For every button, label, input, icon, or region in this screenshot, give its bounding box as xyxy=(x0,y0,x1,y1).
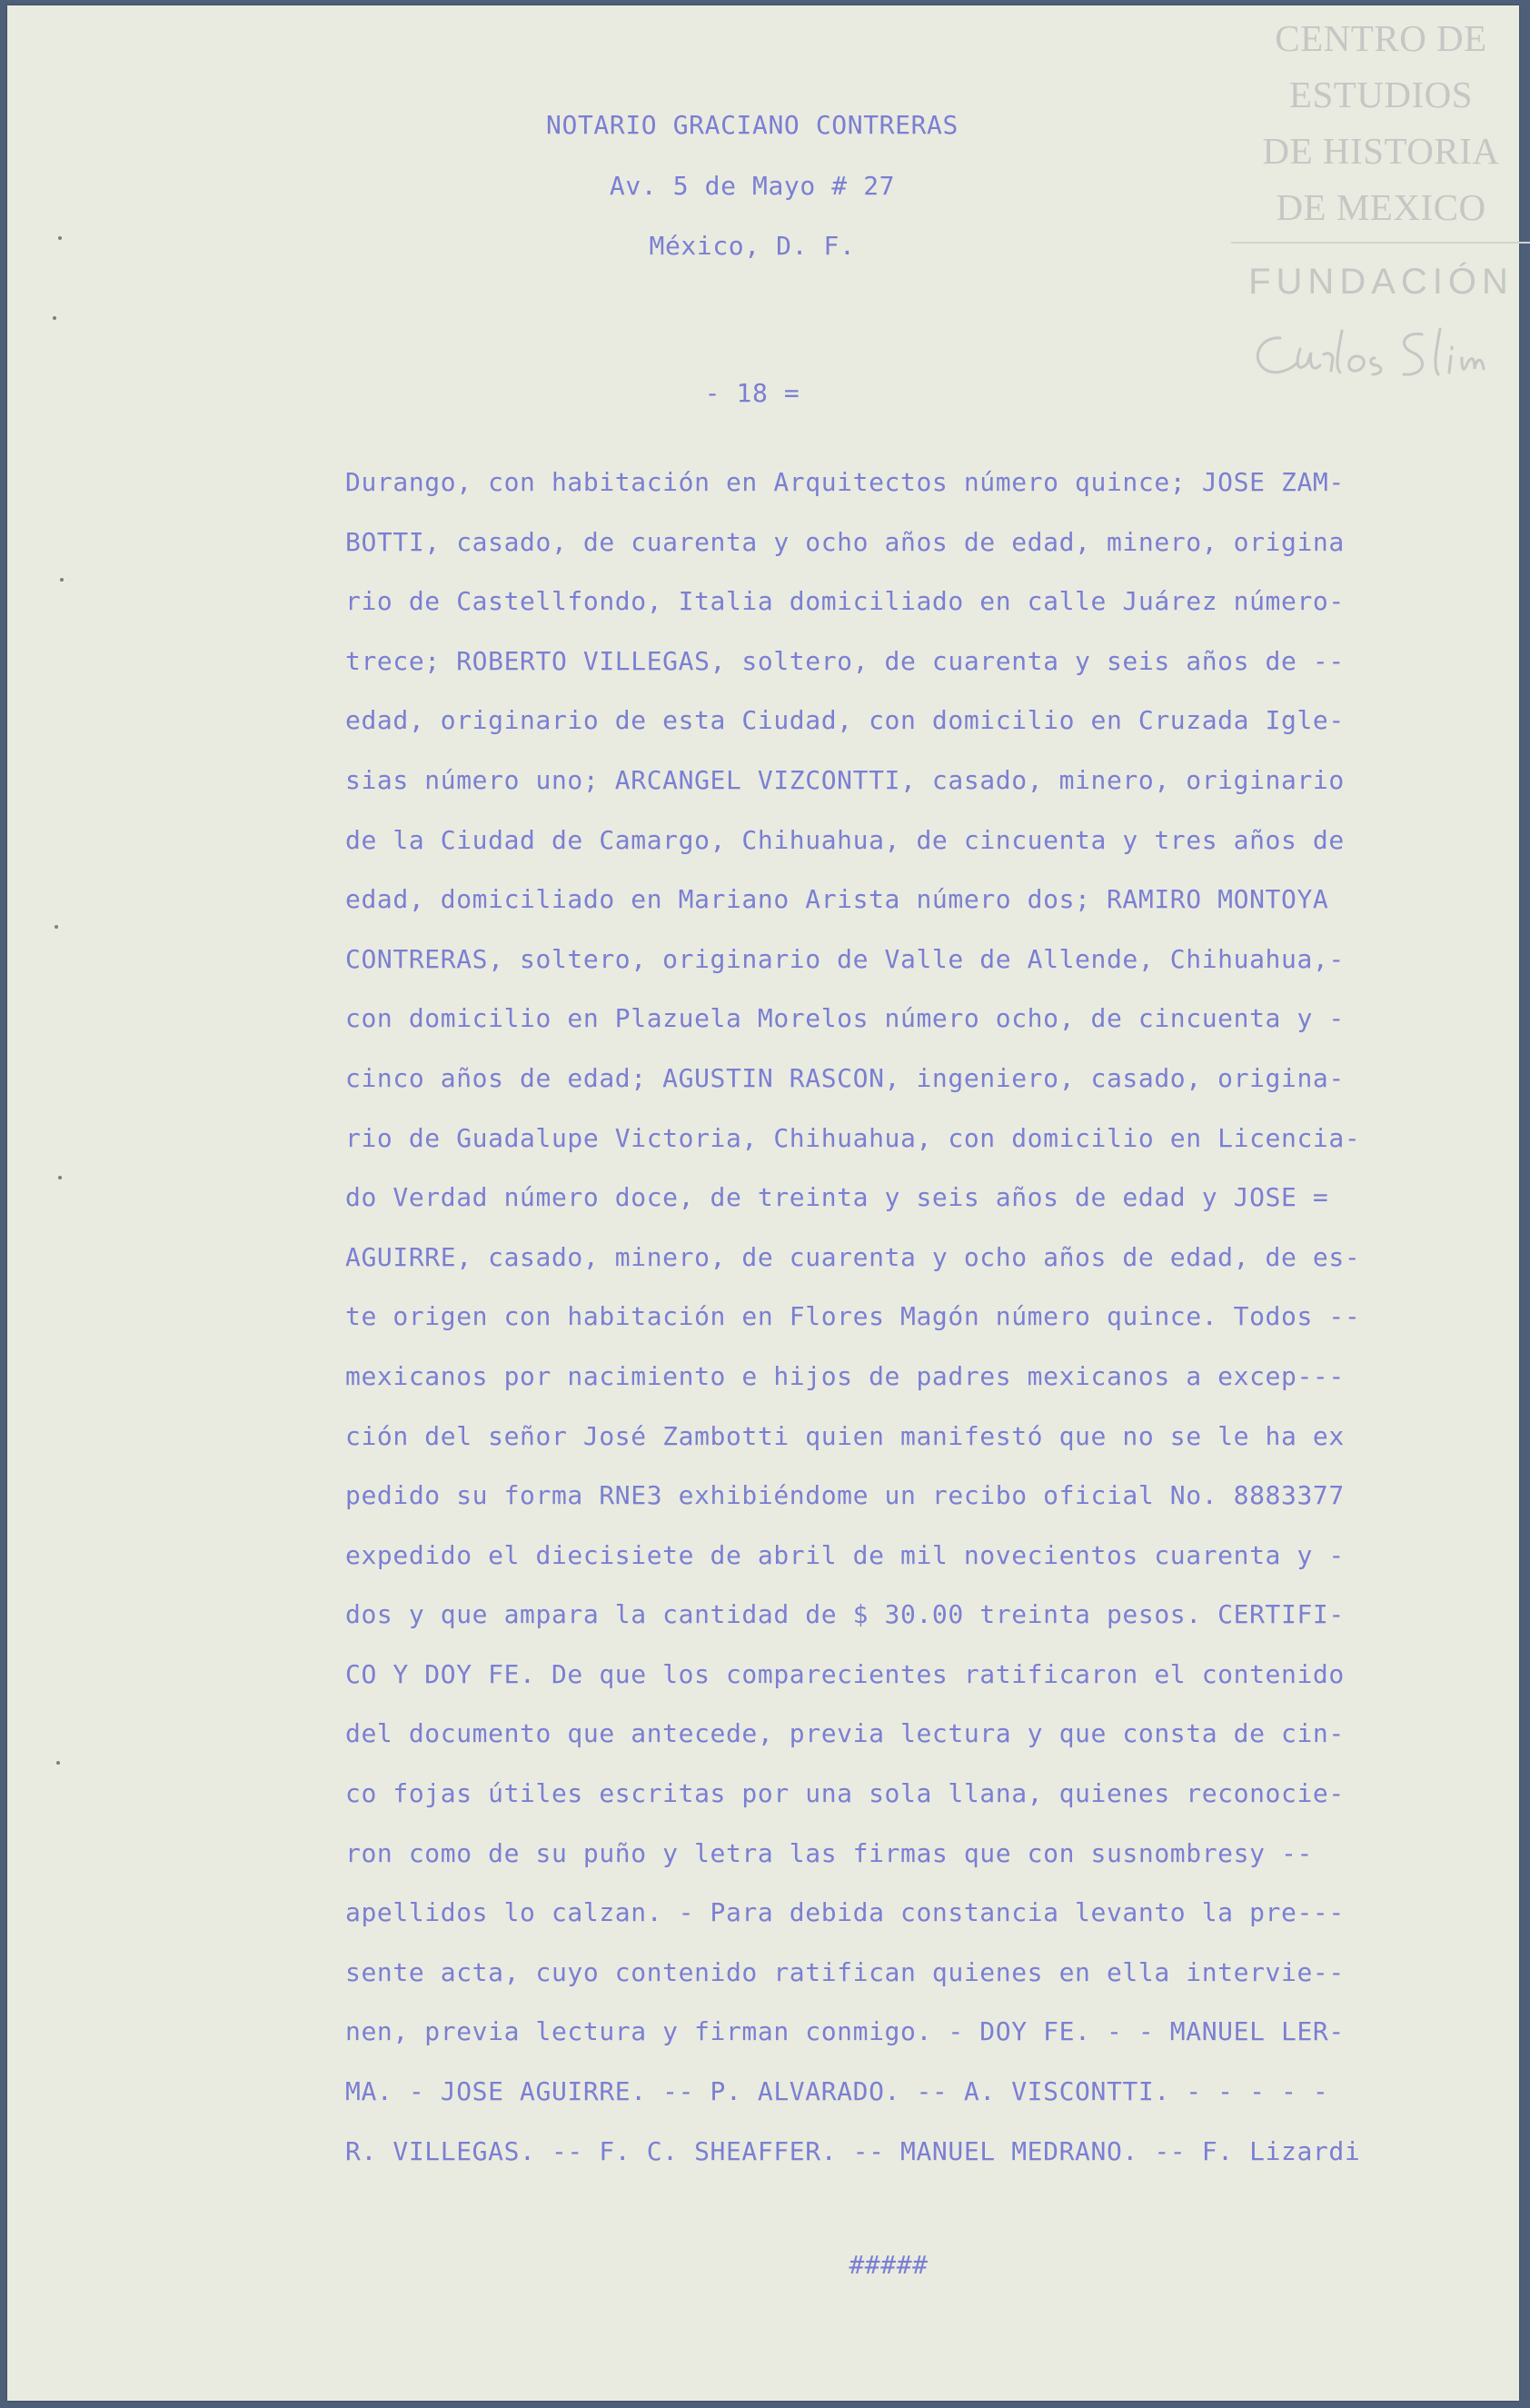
body-line: con domicilio en Plazuela Morelos número ocho, de cincuenta y - xyxy=(345,1003,1345,1034)
notary-city: México, D. F. xyxy=(649,231,856,261)
watermark-line: ESTUDIOS xyxy=(1288,74,1474,115)
paper-speck xyxy=(58,1176,62,1179)
body-line: expedido el diecisiete de abril de mil novecientos cuarenta y - xyxy=(345,1539,1345,1570)
paper-speck xyxy=(58,236,62,240)
body-line: rio de Castellfondo, Italia domiciliado en calle Juárez número- xyxy=(345,586,1345,617)
signature-icon xyxy=(1244,318,1530,391)
watermark-stamp xyxy=(1231,11,1530,393)
body-line: edad, originario de esta Ciudad, con domicilio en Cruzada Igle- xyxy=(345,705,1345,736)
body-line: sias número uno; ARCANGEL VIZCONTTI, casado, minero, originario xyxy=(345,764,1345,795)
end-mark: ##### xyxy=(849,2250,929,2280)
body-line: dos y que ampara la cantidad de $ 30.00 treinta pesos. CERTIFI- xyxy=(345,1599,1345,1630)
body-line: apellidos lo calzan. - Para debida constancia levanto la pre--- xyxy=(345,1897,1345,1928)
body-line: MA. - JOSE AGUIRRE. -- P. ALVARADO. -- A. VISCONTTI. - - - - - xyxy=(345,2076,1329,2107)
body-line: do Verdad número doce, de treinta y seis años de edad y JOSE = xyxy=(345,1182,1329,1213)
body-line: ron como de su puño y letra las firmas que con susnombresy -- xyxy=(345,1837,1313,1868)
body-line: CONTRERAS, soltero, originario de Valle de Allende, Chihuahua,- xyxy=(345,943,1345,974)
body-line: ción del señor José Zambotti quien manifestó que no se le ha ex xyxy=(345,1420,1345,1451)
body-line: edad, domiciliado en Mariano Arista número dos; RAMIRO MONTOYA xyxy=(345,884,1329,915)
notary-name: NOTARIO GRACIANO CONTRERAS xyxy=(546,110,959,140)
body-line: Durango, con habitación en Arquitectos número quince; JOSE ZAM- xyxy=(345,467,1345,497)
document-page xyxy=(7,5,1519,2401)
body-line: del documento que antecede, previa lectura y que consta de cin- xyxy=(345,1718,1345,1749)
body-line: CO Y DOY FE. De que los comparecientes ratificaron el contenido xyxy=(345,1658,1345,1689)
notary-address: Av. 5 de Mayo # 27 xyxy=(609,171,896,201)
body-line: de la Ciudad de Camargo, Chihuahua, de cincuenta y tres años de xyxy=(345,824,1345,855)
body-line: rio de Guadalupe Victoria, Chihuahua, con domicilio en Licencia- xyxy=(345,1122,1361,1153)
watermark-foundation: FUNDACIÓN xyxy=(1248,262,1514,302)
body-line: mexicanos por nacimiento e hijos de padres mexicanos a excep--- xyxy=(345,1360,1345,1391)
paper-speck xyxy=(53,316,56,320)
paper-speck xyxy=(60,578,64,582)
paper-speck xyxy=(56,1761,60,1765)
watermark-line: DE HISTORIA xyxy=(1262,130,1500,172)
body-line: nen, previa lectura y firman conmigo. - DOY FE. - - MANUEL LER- xyxy=(345,2016,1345,2047)
body-line: pedido su forma RNE3 exhibiéndome un recibo oficial No. 8883377 xyxy=(345,1480,1345,1511)
body-line: R. VILLEGAS. -- F. C. SHEAFFER. -- MANUEL MEDRANO. -- F. Lizardi xyxy=(345,2135,1361,2166)
body-line: co fojas útiles escritas por una sola llana, quienes reconocie- xyxy=(345,1778,1345,1809)
watermark-divider xyxy=(1231,242,1530,244)
page-number: - 18 = xyxy=(704,378,800,408)
document-body xyxy=(345,464,1361,2193)
watermark-line: CENTRO DE xyxy=(1275,17,1487,59)
body-line: sente acta, cuyo contenido ratifican quienes en ella intervie-- xyxy=(345,1956,1345,1987)
body-line: te origen con habitación en Flores Magón número quince. Todos -- xyxy=(345,1301,1361,1332)
body-line: BOTTI, casado, de cuarenta y ocho años de edad, minero, origina xyxy=(345,526,1345,557)
body-line: cinco años de edad; AGUSTIN RASCON, ingeniero, casado, origina- xyxy=(345,1062,1345,1093)
body-line: AGUIRRE, casado, minero, de cuarenta y ocho años de edad, de es- xyxy=(345,1241,1361,1272)
watermark-line: DE MEXICO xyxy=(1276,186,1486,228)
body-line: trece; ROBERTO VILLEGAS, soltero, de cuarenta y seis años de -- xyxy=(345,645,1345,676)
paper-speck xyxy=(55,925,58,929)
